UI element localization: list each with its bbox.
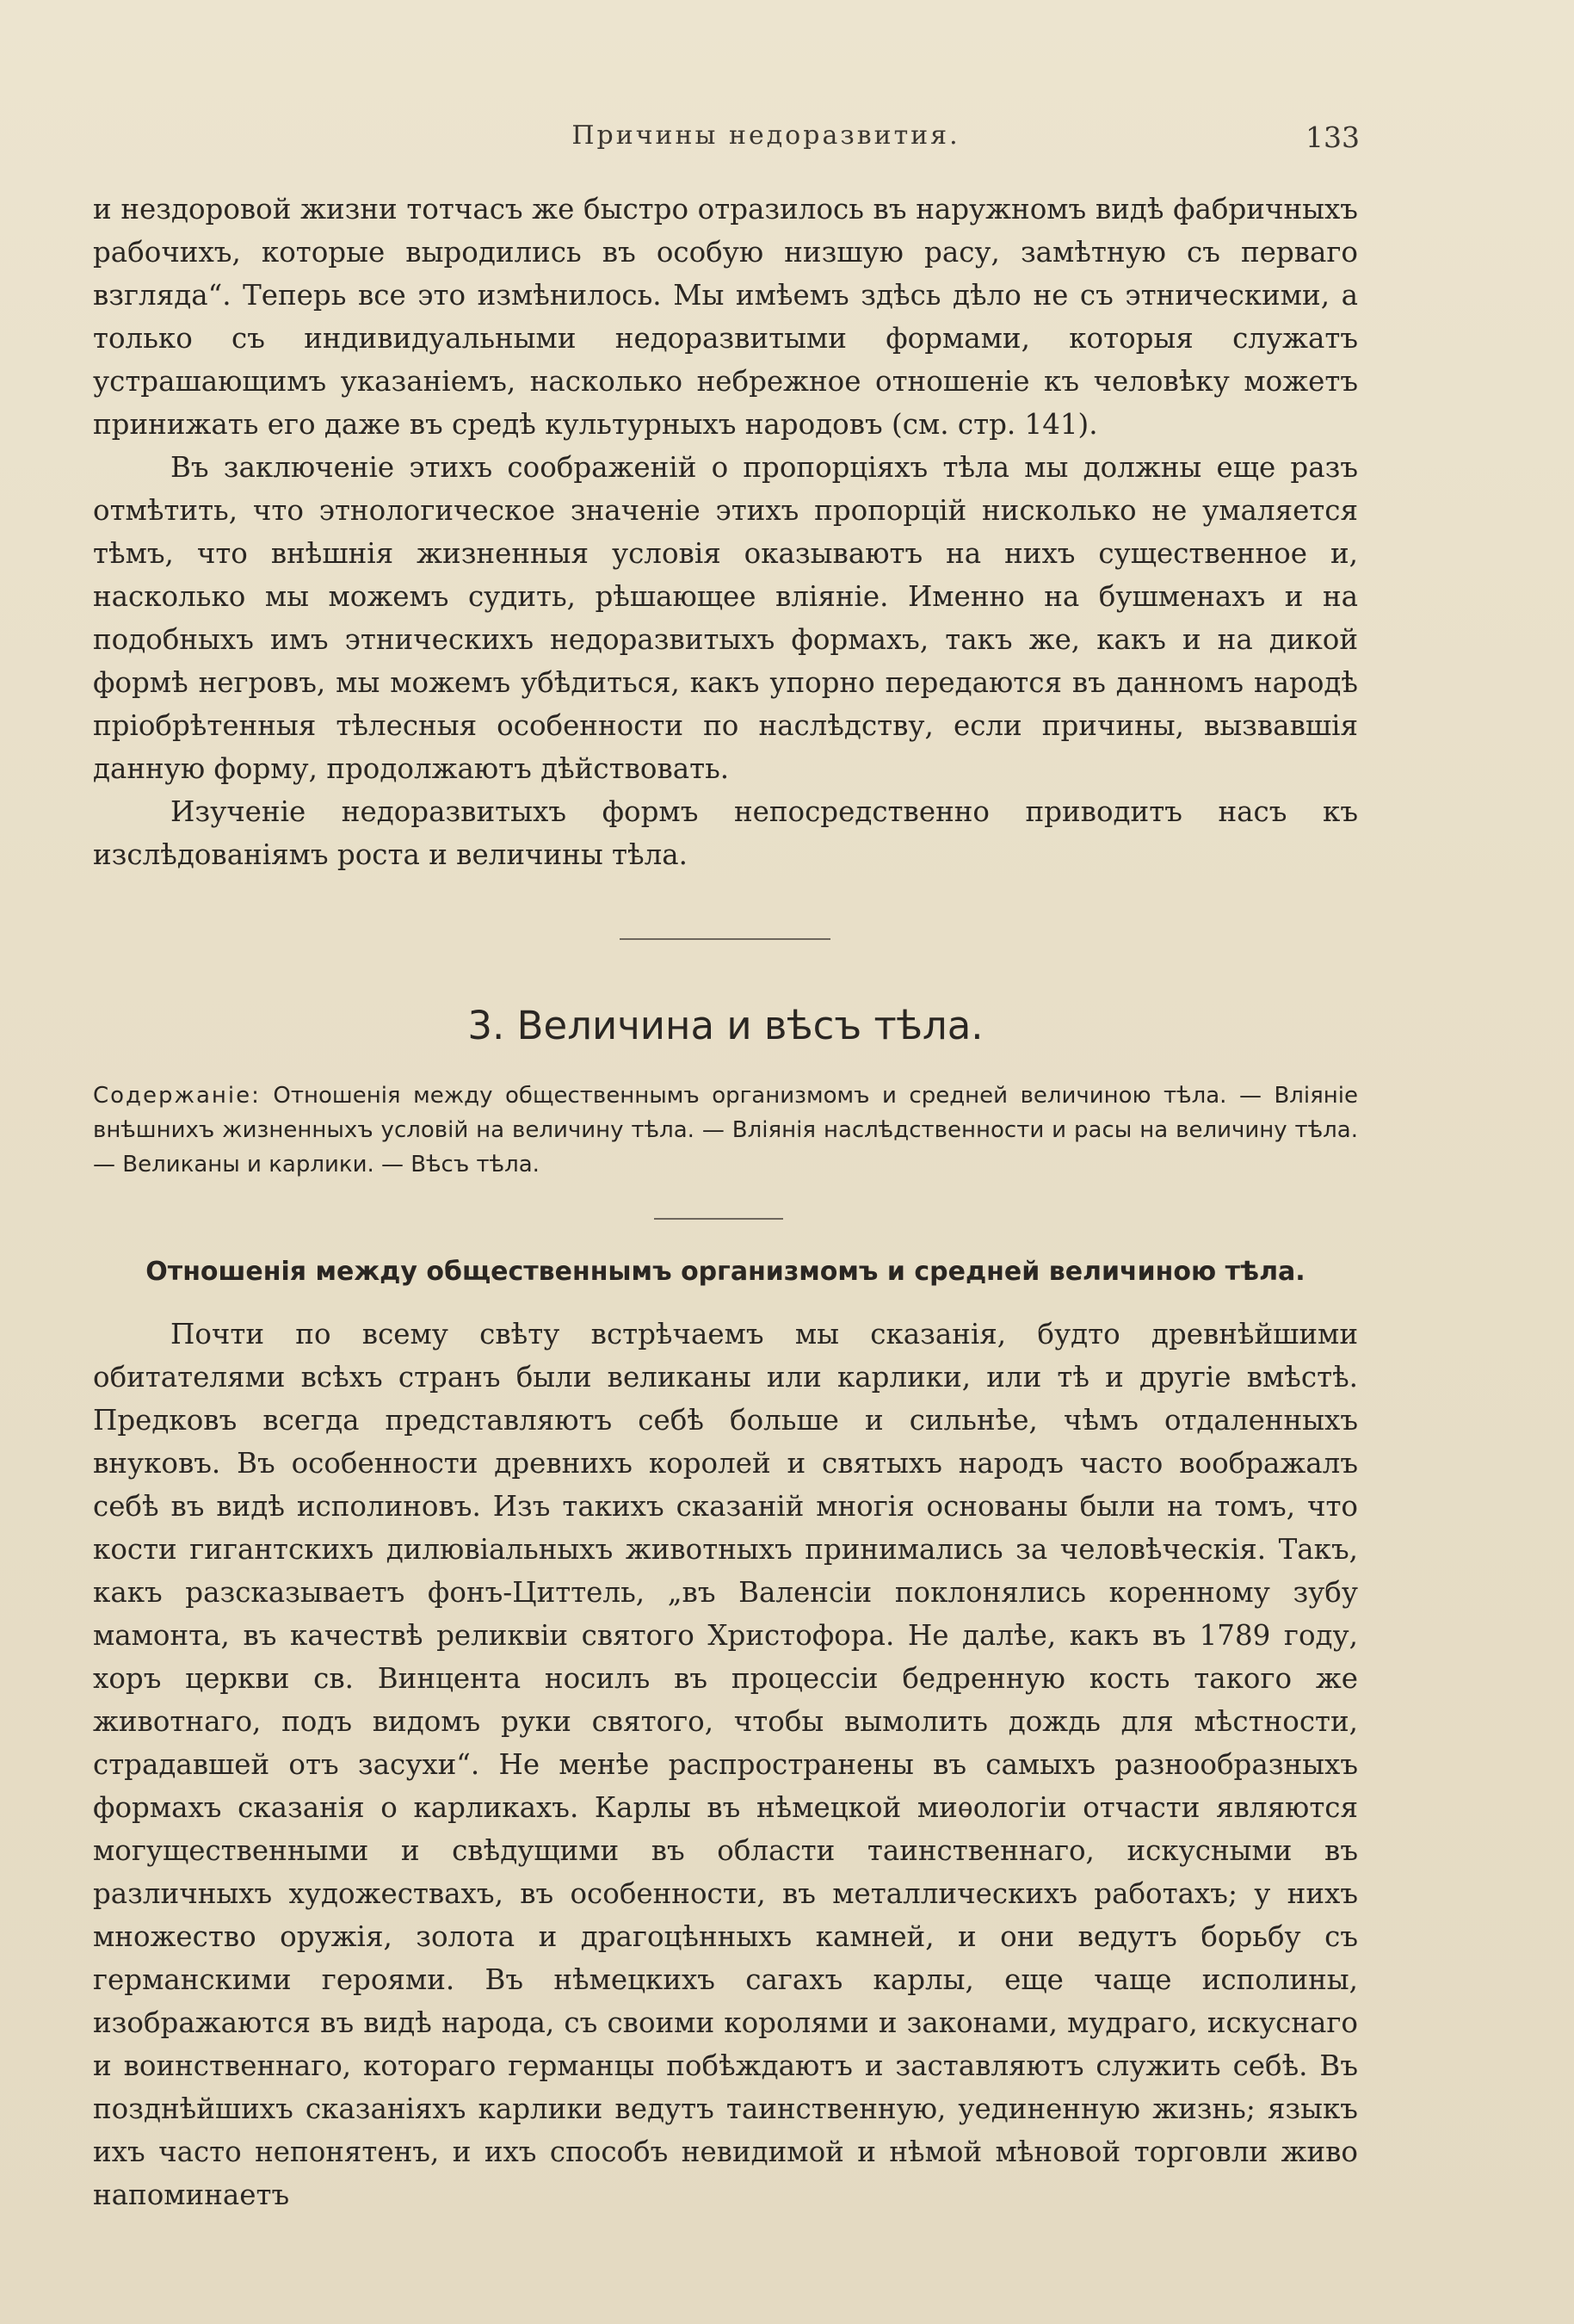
paragraph: Въ заключеніе этихъ соображеній о пропорціяхъ тѣла мы должны еще разъ отмѣтить, что этнологическое значеніе этихъ пропорцій нисколько не умаляется тѣмъ, что внѣшнія жизненныя условія оказываютъ на нихъ существенное и, насколько мы можемъ судить, рѣшающее вліяніе. Именно на бушменахъ и на подобныхъ имъ этническихъ недоразвитыхъ формахъ, такъ же, какъ и на дикой формѣ негровъ, мы можемъ убѣдиться, какъ упорно передаются въ данномъ народѣ пріобрѣтенныя тѣлесныя особенности по наслѣдству, если причины, вызвавшія данную форму, продолжаютъ дѣйствовать. <box>93 451 1358 785</box>
page-header <box>172 121 1360 164</box>
subsection-title: Отношенія между общественнымъ организмомъ и средней величиною тѣла. <box>145 1257 1305 1287</box>
section-contents <box>93 1079 1358 1182</box>
section-title: 3. Величина и вѣсъ тѣла. <box>467 1003 984 1048</box>
section-divider <box>620 938 830 940</box>
paragraph: Почти по всему свѣту встрѣчаемъ мы сказанія, будто древнѣйшими обитателями всѣхъ странъ были великаны или карлики, или тѣ и другіе вмѣстѣ. Предковъ всегда представляютъ себѣ больше и сильнѣе, чѣмъ отдаленныхъ внуковъ. Въ особенности древнихъ королей и святыхъ народъ часто воображалъ себѣ въ видѣ исполиновъ. Изъ такихъ сказаній многія основаны были на томъ, что кости гигантскихъ дилювіальныхъ животныхъ принимались за человѣческія. Такъ, какъ разсказываетъ фонъ-Циттель, „въ Валенсіи поклонялись коренному зубу мамонта, въ качествѣ реликвіи святого Христофора. Не далѣе, какъ въ 1789 году, хоръ церкви св. Винцента носилъ въ процессіи бедренную кость такого же животнаго, подъ видомъ руки святого, чтобы вымолить дождь для мѣстности, страдавшей отъ засухи“. Не менѣе распространены въ самыхъ разнообразныхъ формахъ сказанія о карликахъ. Карлы въ нѣмецкой миѳологіи отчасти являются могущественными и свѣдущими въ области таинственнаго, искусными въ различныхъ художествахъ, въ особенности, въ металлическихъ работахъ; у нихъ множество оружія, золота и драгоцѣнныхъ камней, и они ведутъ борьбу съ германскими героями. Въ нѣмецкихъ сагахъ карлы, еще чаще исполины, изображаются въ видѣ народа, съ своими королями и законами, мудраго, искуснаго и воинственнаго, котораго германцы побѣждаютъ и заставляютъ служить себѣ. Въ позднѣйшихъ сказаніяхъ карлики ведутъ таинственную, уединенную жизнь; языкъ ихъ часто непонятенъ, и ихъ способъ невидимой и нѣмой мѣновой торговли живо напоминаетъ <box>93 1318 1358 2211</box>
page-number: 133 <box>1305 121 1360 154</box>
text-block-intro <box>93 188 1358 876</box>
paragraph: Изученіе недоразвитыхъ формъ непосредственно приводитъ насъ къ изслѣдованіямъ роста и величины тѣла. <box>93 795 1358 871</box>
contents-text: Отношенія между общественнымъ организмомъ и средней величиною тѣла. — Вліяніе внѣшнихъ жизненныхъ условій на величину тѣла. — Вліянія наслѣдственности и расы на величину тѣла. — Великаны и карлики. — Вѣсъ тѣла. <box>93 1083 1359 1177</box>
contents-lead: Содержаніе: <box>93 1083 261 1109</box>
text-block-main <box>93 1313 1358 2216</box>
paragraph: и нездоровой жизни тотчасъ же быстро отразилось въ наружномъ видѣ фабричныхъ рабочихъ, которые выродились въ особую низшую расу, замѣтную съ перваго взгляда“. Теперь все это измѣнилось. Мы имѣемъ здѣсь дѣло не съ этническими, а только съ индивидуальными недоразвитыми формами, которыя служатъ устрашающимъ указаніемъ, насколько небрежное отношеніе къ человѣку можетъ принижать его даже въ средѣ культурныхъ народовъ (см. стр. 141). <box>93 193 1358 441</box>
contents-divider <box>654 1218 783 1220</box>
running-head: Причины недоразвития. <box>571 121 960 151</box>
